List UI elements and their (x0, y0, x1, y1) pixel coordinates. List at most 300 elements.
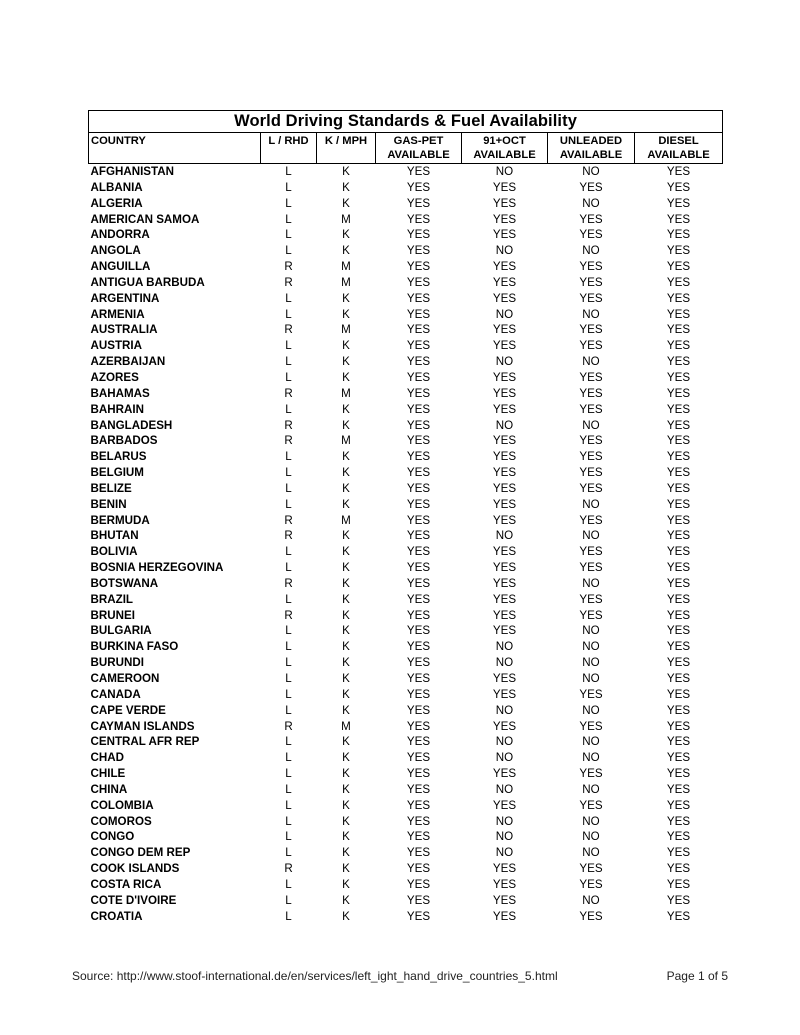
octane-91-cell: YES (492, 576, 517, 590)
country-cell: COLOMBIA (90, 798, 154, 812)
diesel-cell: YES (666, 909, 691, 923)
table-row (89, 877, 723, 893)
country-cell: BERMUDA (90, 513, 150, 527)
country-cell: CHINA (90, 782, 128, 796)
table-row (89, 513, 723, 529)
diesel-cell: YES (666, 592, 691, 606)
gas-pet-cell: YES (406, 466, 431, 480)
octane-91-cell: YES (492, 672, 517, 685)
country-cell: CROATIA (90, 909, 143, 923)
diesel-cell: YES (666, 418, 691, 432)
octane-91-cell: YES (492, 877, 517, 891)
octane-91-cell: NO (495, 703, 514, 717)
gas-pet-cell: YES (406, 418, 431, 432)
diesel-cell: YES (666, 782, 691, 796)
table-row (89, 734, 723, 750)
drive-side-cell: L (285, 767, 292, 781)
gas-pet-cell: YES (406, 862, 431, 876)
table-row (89, 798, 723, 814)
gas-pet-cell: YES (406, 830, 431, 844)
gas-pet-cell: YES (406, 307, 431, 321)
speed-unit-cell: K (342, 608, 350, 622)
unleaded-cell: NO (582, 576, 600, 590)
diesel-cell: YES (666, 751, 691, 765)
diesel-cell: YES (666, 735, 691, 749)
unleaded-cell: YES (579, 339, 603, 353)
speed-unit-cell: K (342, 370, 350, 384)
gas-pet-cell: YES (406, 751, 431, 765)
source-citation: Source: http://www.stoof-international.de/en/services/left_ight_hand_drive_countries_5.html (72, 969, 558, 983)
speed-unit-cell: K (342, 545, 350, 559)
diesel-cell: YES (666, 212, 691, 226)
gas-pet-cell: YES (406, 497, 431, 511)
gas-pet-cell: YES (406, 260, 431, 274)
table-row (89, 164, 723, 180)
table-row (89, 402, 723, 418)
drive-side-cell: R (284, 434, 293, 448)
unleaded-cell: YES (579, 592, 603, 606)
gas-pet-cell: YES (406, 656, 431, 670)
diesel-cell: YES (666, 798, 691, 812)
table-row (89, 893, 723, 909)
drive-side-cell: L (285, 291, 292, 305)
octane-91-cell: YES (492, 608, 517, 622)
octane-91-cell: YES (492, 862, 517, 876)
octane-91-cell: YES (492, 323, 517, 337)
diesel-cell: YES (666, 307, 691, 321)
table-body (89, 164, 723, 925)
drive-side-cell: L (285, 687, 292, 701)
drive-side-cell: L (285, 877, 292, 891)
drive-side-cell: R (284, 386, 293, 400)
speed-unit-cell: K (342, 814, 350, 828)
speed-unit-cell: K (342, 640, 350, 654)
country-cell: BHUTAN (90, 529, 139, 543)
table-row (89, 782, 723, 798)
drive-side-cell: R (284, 608, 293, 622)
drive-side-cell: L (285, 830, 292, 844)
unleaded-cell: YES (579, 212, 603, 226)
octane-91-cell: NO (495, 735, 514, 749)
table-row (89, 180, 723, 196)
octane-91-cell: NO (495, 846, 514, 860)
unleaded-cell: NO (582, 782, 600, 796)
octane-91-cell: YES (492, 798, 517, 812)
diesel-cell: YES (666, 291, 691, 305)
octane-91-cell: NO (495, 782, 514, 796)
drive-side-cell: L (285, 228, 292, 242)
octane-91-header (462, 133, 548, 164)
country-cell: BRUNEI (90, 608, 135, 622)
speed-unit-header-line1: K / MPH (324, 135, 368, 147)
octane-91-cell: YES (492, 687, 517, 701)
unleaded-cell: NO (582, 244, 600, 258)
diesel-cell: YES (666, 196, 691, 210)
speed-unit-cell: M (341, 275, 351, 289)
country-cell: ARGENTINA (90, 291, 160, 305)
speed-unit-cell: M (341, 260, 351, 274)
unleaded-cell: YES (579, 545, 603, 559)
octane-91-cell: YES (492, 275, 517, 289)
table-row (89, 433, 723, 449)
speed-unit-cell: M (341, 386, 351, 400)
diesel-cell: YES (666, 877, 691, 891)
unleaded-cell: YES (579, 228, 603, 242)
country-cell: CAYMAN ISLANDS (90, 719, 195, 733)
country-cell: AUSTRIA (90, 339, 143, 353)
speed-unit-cell: K (342, 703, 350, 717)
diesel-cell: YES (666, 846, 691, 860)
speed-unit-cell: M (341, 323, 351, 337)
unleaded-cell: YES (579, 291, 603, 305)
diesel-cell: YES (666, 545, 691, 559)
unleaded-cell: YES (579, 260, 603, 274)
driving-standards-table (88, 110, 723, 925)
unleaded-cell: YES (579, 402, 603, 416)
octane-91-header-line1: 91+OCT (483, 135, 526, 147)
country-cell: ARMENIA (90, 307, 145, 321)
diesel-cell: YES (666, 719, 691, 733)
table-row (89, 544, 723, 560)
country-cell: ANTIGUA BARBUDA (90, 275, 205, 289)
country-cell: CONGO (90, 830, 135, 844)
speed-unit-cell: M (341, 212, 351, 226)
octane-91-cell: YES (492, 212, 517, 226)
octane-91-cell: NO (495, 656, 514, 670)
diesel-cell: YES (666, 767, 691, 781)
country-cell: CHAD (90, 751, 124, 765)
gas-pet-cell: YES (406, 323, 431, 337)
speed-unit-cell: K (342, 529, 350, 543)
country-cell: BRAZIL (90, 592, 134, 606)
gas-pet-cell: YES (406, 228, 431, 242)
table-row (89, 196, 723, 212)
country-cell: CHILE (90, 767, 126, 781)
table-row (89, 608, 723, 624)
unleaded-cell: NO (582, 640, 600, 654)
gas-pet-cell: YES (406, 291, 431, 305)
unleaded-cell: YES (579, 466, 603, 480)
diesel-cell: YES (666, 244, 691, 258)
unleaded-cell: YES (579, 561, 603, 575)
octane-91-cell: YES (492, 228, 517, 242)
table-row (89, 243, 723, 259)
unleaded-cell: YES (579, 275, 603, 289)
unleaded-cell: YES (579, 862, 603, 876)
gas-pet-cell: YES (406, 909, 431, 923)
drive-side-cell: L (285, 909, 292, 923)
unleaded-cell: NO (582, 307, 600, 321)
diesel-cell: YES (666, 830, 691, 844)
table-row (89, 275, 723, 291)
unleaded-cell: YES (579, 767, 603, 781)
country-cell: AZERBAIJAN (90, 355, 166, 369)
speed-unit-cell: K (342, 893, 350, 907)
drive-side-cell: R (284, 513, 293, 527)
drive-side-header (261, 133, 317, 164)
drive-side-cell: L (285, 481, 292, 495)
gas-pet-cell: YES (406, 180, 431, 194)
country-cell: ANGOLA (90, 244, 141, 258)
diesel-cell: YES (666, 260, 691, 274)
speed-unit-cell: K (342, 561, 350, 575)
octane-91-cell: YES (492, 386, 517, 400)
gas-pet-cell: YES (406, 719, 431, 733)
country-cell: AFGHANISTAN (90, 165, 175, 178)
speed-unit-cell: K (342, 244, 350, 258)
diesel-cell: YES (666, 640, 691, 654)
table-row (89, 750, 723, 766)
gas-pet-cell: YES (406, 608, 431, 622)
table-row (89, 354, 723, 370)
gas-pet-cell: YES (406, 196, 431, 210)
octane-91-cell: YES (492, 434, 517, 448)
speed-unit-cell: K (342, 846, 350, 860)
drive-side-cell: L (285, 355, 292, 369)
gas-pet-cell: YES (406, 450, 431, 464)
country-cell: COMOROS (90, 814, 152, 828)
octane-91-cell: YES (492, 466, 517, 480)
gas-pet-cell: YES (406, 355, 431, 369)
unleaded-cell: YES (579, 481, 603, 495)
country-cell: CONGO DEM REP (90, 846, 191, 860)
table-row (89, 560, 723, 576)
diesel-cell: YES (666, 466, 691, 480)
country-cell: BELIZE (90, 481, 132, 495)
table-row (89, 418, 723, 434)
diesel-cell: YES (666, 513, 691, 527)
octane-91-cell: YES (492, 513, 517, 527)
octane-91-cell: NO (495, 830, 514, 844)
drive-side-cell: L (285, 339, 292, 353)
gas-pet-cell: YES (406, 798, 431, 812)
drive-side-cell: L (285, 640, 292, 654)
unleaded-cell: YES (579, 434, 603, 448)
unleaded-cell: YES (579, 180, 603, 194)
diesel-cell: YES (666, 450, 691, 464)
drive-side-cell: L (285, 592, 292, 606)
table-row (89, 227, 723, 243)
unleaded-cell: NO (582, 830, 600, 844)
drive-side-cell: L (285, 180, 292, 194)
table-row (89, 639, 723, 655)
diesel-cell: YES (666, 497, 691, 511)
gas-pet-header-line1: GAS-PET (393, 135, 444, 147)
gas-pet-cell: YES (406, 782, 431, 796)
unleaded-cell: YES (579, 608, 603, 622)
drive-side-cell: L (285, 798, 292, 812)
gas-pet-cell: YES (406, 529, 431, 543)
octane-91-cell: YES (492, 370, 517, 384)
country-cell: BURKINA FASO (90, 640, 179, 654)
country-cell: COOK ISLANDS (90, 862, 180, 876)
octane-91-cell: NO (495, 640, 514, 654)
unleaded-cell: NO (582, 529, 600, 543)
table-row (89, 338, 723, 354)
country-cell: BELGIUM (90, 466, 144, 480)
speed-unit-cell: M (341, 719, 351, 733)
table-row (89, 259, 723, 275)
drive-side-cell: R (284, 719, 293, 733)
table-row (89, 671, 723, 687)
gas-pet-cell: YES (406, 244, 431, 258)
gas-pet-cell: YES (406, 513, 431, 527)
unleaded-cell: NO (582, 846, 600, 860)
table-row (89, 497, 723, 513)
diesel-cell: YES (666, 180, 691, 194)
country-cell: AUSTRALIA (90, 323, 158, 337)
drive-side-cell: L (285, 561, 292, 575)
country-cell: BARBADOS (90, 434, 158, 448)
speed-unit-cell: K (342, 481, 350, 495)
octane-91-cell: YES (492, 719, 517, 733)
unleaded-cell: NO (582, 355, 600, 369)
unleaded-cell: NO (582, 497, 600, 511)
diesel-cell: YES (666, 656, 691, 670)
drive-side-cell: R (284, 260, 293, 274)
gas-pet-cell: YES (406, 386, 431, 400)
octane-91-cell: NO (495, 307, 514, 321)
country-cell: CAPE VERDE (90, 703, 166, 717)
diesel-cell: YES (666, 703, 691, 717)
drive-side-cell: L (285, 196, 292, 210)
diesel-cell: YES (666, 355, 691, 369)
unleaded-cell: YES (579, 386, 603, 400)
diesel-cell: YES (666, 228, 691, 242)
country-cell: ANDORRA (90, 228, 150, 242)
country-cell: BOTSWANA (90, 576, 159, 590)
speed-unit-cell: K (342, 751, 350, 765)
unleaded-cell: NO (582, 196, 600, 210)
diesel-cell: YES (666, 862, 691, 876)
octane-91-cell: YES (492, 592, 517, 606)
drive-side-cell: L (285, 893, 292, 907)
country-cell: ANGUILLA (90, 260, 151, 274)
table-row (89, 719, 723, 735)
gas-pet-cell: YES (406, 767, 431, 781)
table-row (89, 322, 723, 338)
driving-standards-table-container (88, 110, 722, 925)
unleaded-cell: YES (579, 909, 603, 923)
country-cell: CANADA (90, 687, 141, 701)
speed-unit-cell: K (342, 291, 350, 305)
country-cell: BULGARIA (90, 624, 152, 638)
gas-pet-cell: YES (406, 576, 431, 590)
speed-unit-cell: K (342, 782, 350, 796)
gas-pet-cell: YES (406, 893, 431, 907)
speed-unit-cell: K (342, 307, 350, 321)
gas-pet-cell: YES (406, 370, 431, 384)
octane-91-cell: NO (495, 355, 514, 369)
drive-side-cell: R (284, 418, 293, 432)
unleaded-cell: NO (582, 814, 600, 828)
unleaded-cell: NO (582, 418, 600, 432)
unleaded-header-line1: UNLEADED (559, 135, 623, 147)
speed-unit-cell: K (342, 180, 350, 194)
table-title: World Driving Standards & Fuel Availability (89, 111, 723, 133)
octane-91-cell: NO (495, 814, 514, 828)
table-row (89, 528, 723, 544)
speed-unit-cell: K (342, 735, 350, 749)
country-cell: COTE D'IVOIRE (90, 893, 177, 907)
octane-91-cell: YES (492, 260, 517, 274)
speed-unit-cell: K (342, 196, 350, 210)
gas-pet-cell: YES (406, 402, 431, 416)
drive-side-cell: R (284, 576, 293, 590)
diesel-cell: YES (666, 402, 691, 416)
country-cell: BELARUS (90, 450, 147, 464)
diesel-header-line1: DIESEL (658, 135, 699, 147)
octane-91-cell: NO (495, 418, 514, 432)
octane-91-cell: YES (492, 909, 517, 923)
gas-pet-cell: YES (406, 339, 431, 353)
speed-unit-cell: K (342, 450, 350, 464)
speed-unit-cell: K (342, 798, 350, 812)
diesel-cell: YES (666, 370, 691, 384)
octane-91-cell: YES (492, 291, 517, 305)
table-row (89, 655, 723, 671)
gas-pet-cell: YES (406, 814, 431, 828)
country-header-line1: COUNTRY (91, 135, 146, 147)
gas-pet-cell: YES (406, 545, 431, 559)
octane-91-cell: YES (492, 339, 517, 353)
octane-91-cell: NO (495, 751, 514, 765)
diesel-cell: YES (666, 576, 691, 590)
drive-side-cell: L (285, 703, 292, 717)
diesel-cell: YES (666, 687, 691, 701)
table-row (89, 370, 723, 386)
drive-side-cell: L (285, 782, 292, 796)
speed-unit-cell: K (342, 165, 350, 178)
country-cell: COSTA RICA (90, 877, 162, 891)
country-cell: BURUNDI (90, 656, 144, 670)
drive-side-cell: L (285, 402, 292, 416)
country-cell: BOSNIA HERZEGOVINA (90, 561, 224, 575)
diesel-cell: YES (666, 323, 691, 337)
speed-unit-header (317, 133, 376, 164)
octane-91-cell: NO (495, 529, 514, 543)
octane-91-cell: YES (492, 561, 517, 575)
gas-pet-cell: YES (406, 592, 431, 606)
drive-side-cell: L (285, 450, 292, 464)
drive-side-cell: L (285, 814, 292, 828)
gas-pet-cell: YES (406, 481, 431, 495)
table-row (89, 212, 723, 228)
page-number: Page 1 of 5 (666, 969, 728, 983)
gas-pet-cell: YES (406, 624, 431, 638)
unleaded-header (548, 133, 635, 164)
gas-pet-cell: YES (406, 846, 431, 860)
table-row (89, 307, 723, 323)
drive-side-cell: L (285, 545, 292, 559)
gas-pet-cell: YES (406, 165, 431, 178)
gas-pet-cell: YES (406, 561, 431, 575)
unleaded-cell: YES (579, 877, 603, 891)
drive-side-cell: R (284, 275, 293, 289)
speed-unit-cell: K (342, 576, 350, 590)
octane-91-cell: YES (492, 497, 517, 511)
octane-91-header-line2: AVAILABLE (473, 149, 536, 161)
speed-unit-cell: M (341, 513, 351, 527)
table-row (89, 687, 723, 703)
speed-unit-cell: K (342, 862, 350, 876)
octane-91-cell: YES (492, 545, 517, 559)
speed-unit-cell: K (342, 909, 350, 923)
diesel-cell: YES (666, 481, 691, 495)
unleaded-cell: YES (579, 513, 603, 527)
gas-pet-cell: YES (406, 275, 431, 289)
diesel-cell: YES (666, 672, 691, 685)
